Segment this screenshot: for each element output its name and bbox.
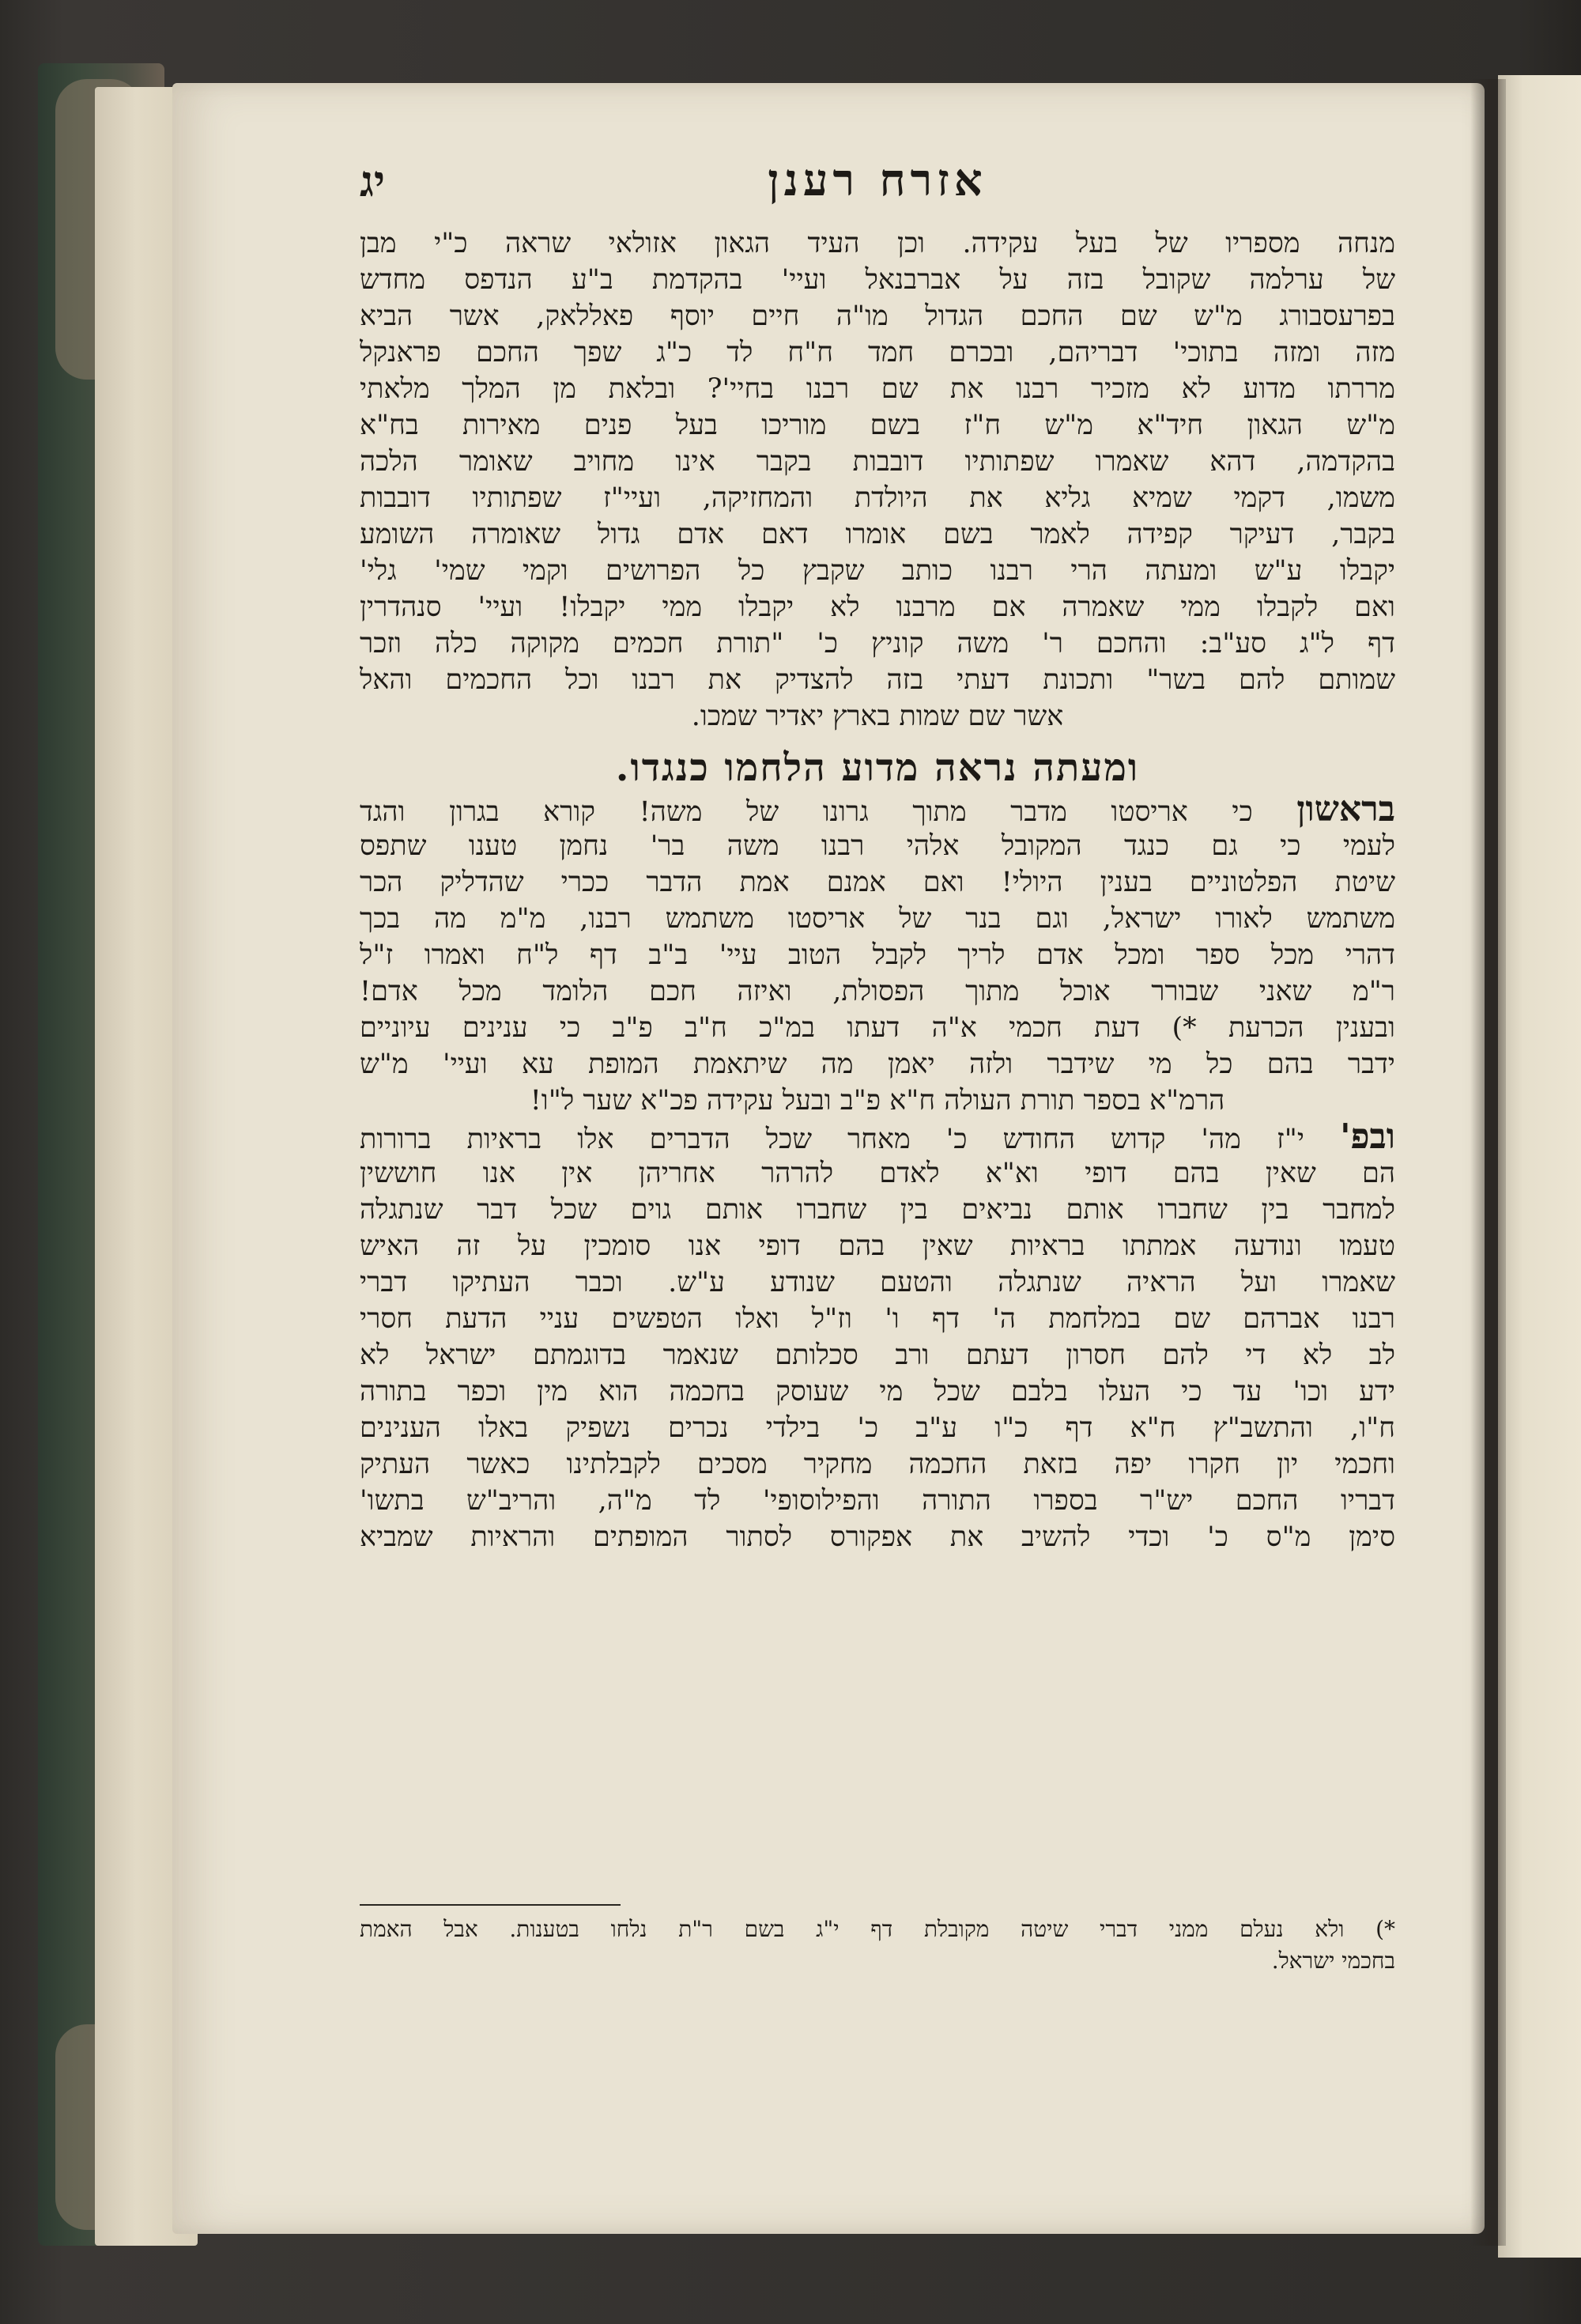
text-line-content: י"ז מה' קדוש החודש כ' מאחר שכל הדברים אלו בראיות ברורות (360, 1124, 1305, 1155)
text-line: משתמש לאורו ישראל, וגם בנר של אריסטו משתמש רבנו, מ"מ מה בכך (360, 903, 1395, 935)
page-number: יג (360, 156, 385, 206)
text-line: לב לא די להם חסרון דעתם ורב סכלותם שנאמר בדוגמתם ישראל לא (360, 1340, 1395, 1371)
text-line: בקבר, דעיקר קפידה לאמר בשם אומרו דאם אדם גדול שאומרה השומע (360, 519, 1395, 550)
text-line-content: כי אריסטו מדבר מתוך גרונו של משה! קורא בגרון והגד (360, 796, 1253, 828)
running-title: אזרח רענן (768, 154, 987, 206)
paragraph-mid (360, 828, 1395, 1083)
text-line: *) ולא נעלם ממני דברי שיטה מקובלת דף י"ג בשם ר"ת נלחו בטענות. אבל האמת (360, 1916, 1395, 1942)
text-line: בחכמי ישראל. (1271, 1948, 1395, 1974)
text-line: יקבלו ע"ש ומעתה הרי רבנו כותב שקבץ כל הפרושים וקמי שמי' גלי' (360, 555, 1395, 587)
text-line: מנחה מספריו של בעל עקידה. וכן העיד הגאון אזולאי שראה כ"י מבן (360, 228, 1395, 259)
text-line: דבריו החכם יש"ר בספרו התורה והפילוסופי' לד מ"ה, והריב"ש בתשו' (360, 1485, 1395, 1517)
footnote-rule (360, 1904, 621, 1906)
text-line: של ערלמה שקובל בזה על אברבנאל ועיי' בהקדמת ב"ע הנדפס מחדש (360, 264, 1395, 296)
paragraph-bottom (360, 1155, 1395, 1555)
text-line: שאמרו ועל הראיה שנתגלה והטעם שנודע ע"ש. וכבר העתיקו דברי (360, 1267, 1395, 1298)
text-line: לעמי כי גם כנגד המקובל אלהי רבנו משה בר' נחמן טענו שתפס (360, 830, 1395, 862)
lead-word: בראשון (1296, 792, 1395, 828)
text-line: וחכמי יון חקרו יפה בזאת החכמה מחקיר מסכים לקבלתינו כאשר העתיק (360, 1449, 1395, 1480)
text-line: שיטת הפלטוניים בענין היולי! ואם אמנם אמת הדבר ככרי שהדליק הכר (360, 867, 1395, 898)
text-line: רבנו אברהם שם במלחמת ה' דף ו' וז"ל ואלו הטפשים עניי הדעת חסרי (360, 1303, 1395, 1335)
text-line: למחבר בין שחברו אותם נביאים בין שחברו אותם גוים שכל דבר שנתגלה (360, 1194, 1395, 1226)
text-line: דהרי מכל ספר ומכל אדם לריך לקבל הטוב עיי' ב"ב דף ל"ח ואמרו ז"ל (360, 939, 1395, 971)
page-text (360, 154, 1395, 1555)
text-line: בפרעסבורג מ"ש שם החכם הגדול מו"ה חיים יוסף פאללאק, אשר הביא (360, 300, 1395, 332)
text-line: מזה ומזה בתוכי' דבריהם, ובכרם חמד ח"ח לד כ"ג שפך החכם פראנקל (360, 337, 1395, 368)
text-line: ידבר בהם כל מי שידבר ולזה יאמן מה שיתאמת המופת עא ועיי' מ"ש (360, 1049, 1395, 1080)
text-line: שמותם להם בשר" ותכונת דעתי בזה להצדיק את רבנו וכל החכמים והאל (360, 664, 1395, 696)
text-line: מררתו מדוע לא מזכיר רבנו את שם רבנו בחיי'? ובלאת מן המלך מלאתי (360, 373, 1395, 405)
text-line: ח"ו, והתשב"ץ ח"א דף כ"ו ע"ב כ' בילדי נכרים נשפיק באלו הענינים (360, 1412, 1395, 1444)
lead-word: ובפ' (1340, 1119, 1395, 1155)
text-line: דף ל"ג סע"ב: והחכם ר' משה קוניץ כ' "תורת חכמים מקוקה כלה וזכר (360, 628, 1395, 659)
text-line: טעמו ונודעה אמתתו בראיות שאין בהם דופי אנו סומכין על זה האיש (360, 1230, 1395, 1262)
footnotes (360, 1914, 1395, 1977)
text-line: ואם לקבלו ממי שאמרה אם מרבנו לא יקבלו ממי יקבלו! ועיי' סנהדרין (360, 591, 1395, 623)
paragraph-top (360, 225, 1395, 698)
text-line: הם שאין בהם דופי וא"א לאדם להרהר אחריהן אין אנו חוששין (360, 1158, 1395, 1189)
text-line: מ"ש הגאון חיד"א מ"ש ח"ז בשם מוריכו בעל פנים מאירות בח"א (360, 410, 1395, 441)
gutter-shadow (1470, 79, 1506, 2246)
text-line (360, 1119, 1395, 1155)
text-line: אשר שם שמות בארץ יאדיר שמכו. (691, 701, 1064, 732)
text-line: משמו, דקמי שמיא גליא את היולדת והמחזיקה, ועיי"ז שפתותיו דובבות (360, 482, 1395, 514)
facing-page (1498, 75, 1581, 2258)
text-line: הרמ"א בספר תורת העולה ח"א פ"ב ובעל עקידה פכ"א שער ל"ו! (530, 1085, 1225, 1117)
text-line: ידע וכו' עד כי העלו בלבם שכל מי שעוסק בחכמה הוא מין וכפר בתורה (360, 1376, 1395, 1408)
text-line: בהקדמה, דהא שאמרו שפתותיו דובבות בקבר אינו מחויב שאומר הלכה (360, 446, 1395, 478)
text-line: סימן מ"ס כ' וכדי להשיב את אפקורס לסתור המופתים והראיות שמביא (360, 1521, 1395, 1553)
text-line (360, 792, 1395, 828)
section-heading: ומעתה נראה מדוע הלחמו כנגדו. (615, 746, 1140, 790)
running-header (360, 154, 1395, 225)
text-line: ובענין הכרעת *) דעת חכמי א"ה דעתו במ"כ ח"ב פ"ב כי ענינים עיוניים (360, 1012, 1395, 1044)
text-line: ר"מ שאני שבורר אוכל מתוך הפסולת, ואיזה חכם הלומד מכל אדם! (360, 976, 1395, 1007)
